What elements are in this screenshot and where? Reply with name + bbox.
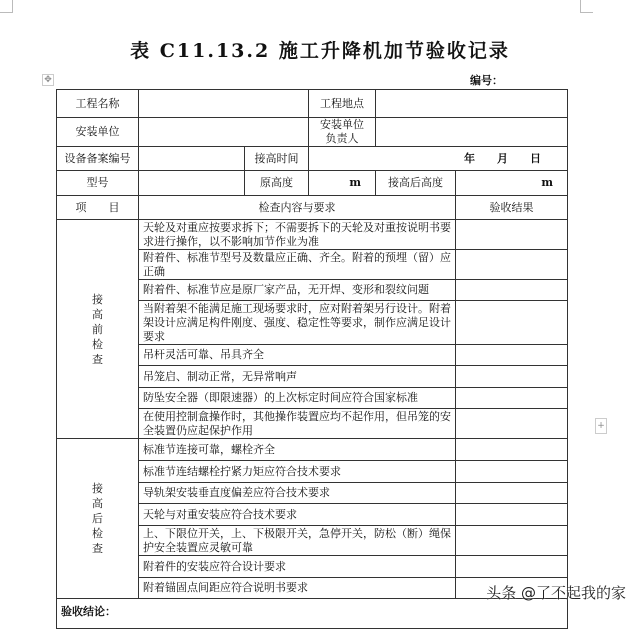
label-install-unit-lead: 安装单位负责人 bbox=[309, 118, 376, 147]
add-row-icon[interactable]: + bbox=[595, 418, 607, 434]
table-row bbox=[57, 220, 568, 250]
label-raised-height: 接高后高度 bbox=[376, 171, 456, 196]
table-move-handle-icon[interactable]: ✥ bbox=[42, 74, 54, 86]
label-install-unit: 安装单位 bbox=[57, 118, 139, 147]
check-requirement: 标准节连接可靠，螺栓齐全 bbox=[139, 439, 456, 461]
result-field[interactable] bbox=[456, 483, 568, 504]
group-label bbox=[57, 220, 139, 439]
table-row bbox=[57, 439, 568, 461]
result-field[interactable] bbox=[456, 388, 568, 409]
check-requirement: 天轮与对重安装应符合技术要求 bbox=[139, 504, 456, 526]
result-field[interactable] bbox=[456, 345, 568, 366]
watermark: 头条 @了不起我的家 bbox=[486, 584, 626, 602]
result-field[interactable] bbox=[456, 526, 568, 556]
column-header-content: 检查内容与要求 bbox=[139, 196, 456, 220]
label-original-height: 原高度 bbox=[245, 171, 309, 196]
result-field[interactable] bbox=[456, 504, 568, 526]
check-requirement: 附着件的安装应符合设计要求 bbox=[139, 556, 456, 578]
check-requirement: 附着锚固点间距应符合说明书要求 bbox=[139, 578, 456, 599]
page-corner-mark bbox=[0, 0, 13, 13]
check-requirement: 当附着架不能满足施工现场要求时，应对附着架另行设计。附着架设计应满足构件刚度、强度、稳定性等要求，制作应满足设计要求 bbox=[139, 301, 456, 345]
page-corner-mark bbox=[580, 0, 593, 13]
group-label-text: 接高后检查 bbox=[92, 482, 103, 555]
group-label bbox=[57, 439, 139, 599]
conclusion-row bbox=[57, 599, 568, 629]
result-field[interactable] bbox=[456, 366, 568, 388]
check-requirement: 在使用控制盒操作时，其他操作装置应均不起作用，但吊笼的安全装置仍应起保护作用 bbox=[139, 409, 456, 439]
raise-time-field[interactable]: 年 月 日 bbox=[309, 147, 568, 171]
install-unit-field[interactable] bbox=[139, 118, 309, 147]
label-project-location: 工程地点 bbox=[309, 90, 376, 118]
label-project-name: 工程名称 bbox=[57, 90, 139, 118]
label-model: 型号 bbox=[57, 171, 139, 196]
result-field[interactable] bbox=[456, 220, 568, 250]
check-requirement: 吊杆灵活可靠、吊具齐全 bbox=[139, 345, 456, 366]
check-requirement: 导轨架安装垂直度偏差应符合技术要求 bbox=[139, 483, 456, 504]
conclusion-label[interactable]: 验收结论： bbox=[57, 599, 568, 629]
check-requirement: 防坠安全器（即限速器）的上次标定时间应符合国家标准 bbox=[139, 388, 456, 409]
label-raise-time: 接高时间 bbox=[245, 147, 309, 171]
check-requirement: 吊笼启、制动正常，无异常响声 bbox=[139, 366, 456, 388]
check-requirement: 上、下限位开关，上、下极限开关，急停开关，防松（断）绳保护安全装置应灵敏可靠 bbox=[139, 526, 456, 556]
equipment-record-no-field[interactable] bbox=[139, 147, 245, 171]
install-unit-lead-field[interactable] bbox=[376, 118, 568, 147]
check-requirement: 标准节连结螺栓拧紧力矩应符合技术要求 bbox=[139, 461, 456, 483]
check-requirement: 附着件、标准节型号及数量应正确、齐全。附着的预埋（留）应正确 bbox=[139, 250, 456, 280]
column-header-item: 项 目 bbox=[57, 196, 139, 220]
result-field[interactable] bbox=[456, 439, 568, 461]
model-field[interactable] bbox=[139, 171, 245, 196]
result-field[interactable] bbox=[456, 556, 568, 578]
check-requirement: 天轮及对重应按要求拆下；不需要拆下的天轮及对重按说明书要求进行操作，以不影响加节作业为准 bbox=[139, 220, 456, 250]
document-title: 表 C11.13.2 施工升降机加节验收记录 bbox=[130, 40, 510, 62]
result-field[interactable] bbox=[456, 301, 568, 345]
doc-number-label: 编号： bbox=[470, 74, 503, 87]
column-header-result: 验收结果 bbox=[456, 196, 568, 220]
group-label-text: 接高前检查 bbox=[92, 292, 103, 366]
result-field[interactable] bbox=[456, 280, 568, 301]
check-requirement: 附着件、标准节应是原厂家产品，无开焊、变形和裂纹问题 bbox=[139, 280, 456, 301]
original-height-field[interactable]: m bbox=[309, 171, 376, 196]
label-equipment-record-no: 设备备案编号 bbox=[57, 147, 139, 171]
raised-height-field[interactable]: m bbox=[456, 171, 568, 196]
project-name-field[interactable] bbox=[139, 90, 309, 118]
result-field[interactable] bbox=[456, 409, 568, 439]
result-field[interactable] bbox=[456, 250, 568, 280]
project-location-field[interactable] bbox=[376, 90, 568, 118]
result-field[interactable] bbox=[456, 461, 568, 483]
inspection-table bbox=[56, 89, 568, 629]
